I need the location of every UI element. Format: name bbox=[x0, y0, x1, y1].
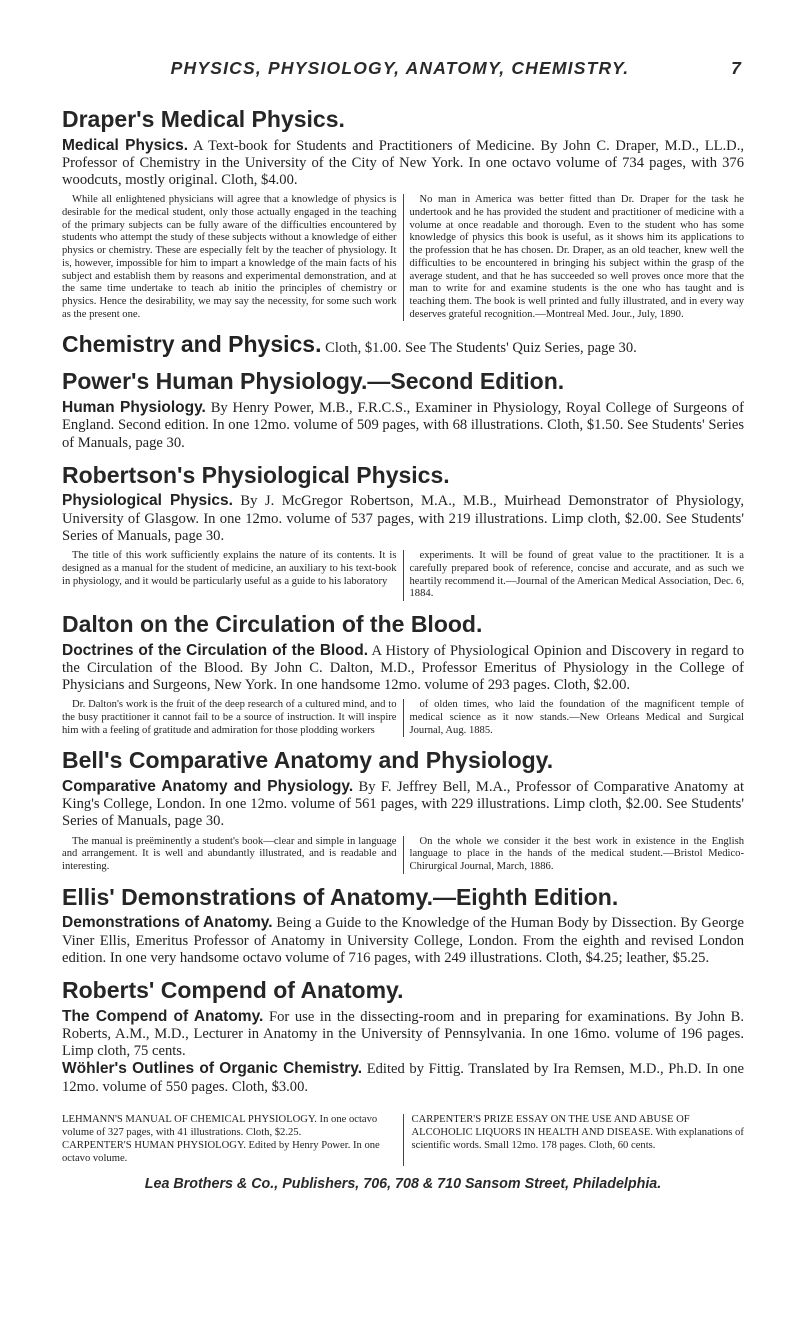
entry-text: Edited by Fittig. Translated by Ira Remsen, M.D., Ph.D. In one 12mo. volume of 550 pages. Cloth, $3.00. bbox=[62, 1061, 744, 1095]
entry-heading: Robertson's Physiological Physics. bbox=[62, 461, 450, 488]
entry-power bbox=[62, 368, 744, 451]
review-columns bbox=[62, 699, 744, 737]
entry-text: By J. McGregor Robertson, M.A., M.B., Muirhead Demonstrator of Physiology, University of Glasgow. In one 12mo. volume of 537 pages, with 219 illustrations. Limp cloth, $2.00. See Students' Series of Manuals, page 30. bbox=[62, 493, 745, 544]
entry-lead: Wöhler's Outlines of Organic Chemistry. bbox=[62, 1060, 363, 1078]
entry-description bbox=[62, 642, 744, 695]
entry-text: By F. Jeffrey Bell, M.A., Professor of Comparative Anatomy at King's College, London. In one 12mo. volume of 561 pages, with 229 illustrations. Limp cloth, $2.00. See Students' Series of Manuals, page 30. bbox=[62, 778, 744, 830]
entry-lead: Medical Physics. bbox=[62, 136, 189, 154]
entry-lead: The Compend of Anatomy. bbox=[62, 1007, 264, 1025]
review-left: Dr. Dalton's work is the fruit of the deep research of a cultured mind, and to the busy practitioner it cannot fail to be a source of instruction. It will inspire him with a feeling of gratitude and admiration for those plodding workers bbox=[62, 699, 397, 736]
review-left: The manual is preëminently a student's book—clear and simple in language and arrangement. It is well and abundantly illustrated, and is readable and interesting. bbox=[62, 835, 397, 873]
entry-heading: Power's Human Physiology.—Second Edition. bbox=[62, 368, 565, 395]
review-right: experiments. It will be found of great value to the practitioner. It is a carefully prepared book of reference, concise and accurate, and as such we heartily recommend it.—Journal of the American Medical Association, Dec. 6, 1884. bbox=[409, 550, 744, 600]
entry-description bbox=[62, 1008, 744, 1061]
entry-dalton bbox=[62, 611, 744, 737]
entry-heading: Dalton on the Circulation of the Blood. bbox=[62, 610, 483, 637]
review-right: On the whole we consider it the best work in existence in the English language to place in the hands of the medical student.—Bristol Medico-Chirurgical Journal, March, 1886. bbox=[409, 835, 744, 873]
entry-heading: Ellis' Demonstrations of Anatomy.—Eighth Edition. bbox=[62, 883, 619, 910]
entry-lead: Doctrines of the Circulation of the Blood. bbox=[62, 641, 369, 659]
review-left: While all enlightened physicians will agree that a knowledge of physics is desirable for the medical student, only those actually engaged in the teaching of the primary subjects can be fully aware of the difficulties encountered by students who attempt the study of these subjects without a knowledge of either physics or chemistry. These are especially felt by the teacher of physiology. It is, however, impossible for him to impart a knowledge of the main facts of his subject and establish them by reasons and experimental demonstration, and at the same time undertake to teach ab initio the principles of chemistry or physics. Hence the desirability, we may say the necessity, for some such work as the present one. bbox=[62, 194, 397, 320]
running-head-title: PHYSICS, PHYSIOLOGY, ANATOMY, CHEMISTRY. bbox=[170, 58, 630, 78]
entry-text: Being a Guide to the Knowledge of the Human Body by Dissection. By George Viner Ellis, Emeritus Professor of Anatomy in University College, London. From the eighth and revised London edition. In one very handsome octavo volume of 716 pages, with 249 illustrations. Cloth, $4.25; leather, $5.25. bbox=[62, 915, 744, 966]
entry-text: A Text-book for Students and Practitioners of Medicine. By John C. Draper, M.D., LL.D., Professor of Chemistry in the University of the City of New York. In one octavo volume of 734 pages, with 376 woodcuts, mostly original. Cloth, $4.00. bbox=[62, 137, 745, 189]
page-number: 7 bbox=[731, 58, 742, 78]
running-head bbox=[0, 58, 800, 79]
entry-text: By Henry Power, M.B., F.R.C.S., Examiner in Physiology, Royal College of Surgeons of England. Second edition. In one 12mo. volume of 509 pages, with 68 illustrations. Cloth, $1.50. See Students' Series of Manuals, page 30. bbox=[62, 400, 744, 451]
entry-heading: Bell's Comparative Anatomy and Physiology. bbox=[62, 747, 554, 774]
entry-roberts bbox=[62, 977, 744, 1096]
entry-description bbox=[62, 137, 744, 190]
entry-text: Cloth, $1.00. See The Students' Quiz Series, page 30. bbox=[325, 340, 637, 357]
entry-heading: Chemistry and Physics. bbox=[62, 331, 322, 358]
entry-robertson bbox=[62, 462, 744, 601]
entry-lead: Human Physiology. bbox=[62, 399, 206, 417]
page-content bbox=[62, 106, 744, 1192]
review-right: of olden times, who laid the foundation of the magnificent temple of medical science as it now stands.—New Orleans Medical and Surgical Journal, Aug. 1885. bbox=[409, 699, 744, 736]
additional-titles bbox=[62, 1114, 744, 1166]
entry-bell bbox=[62, 747, 744, 873]
entry-description bbox=[62, 778, 744, 831]
entry-lead: Physiological Physics. bbox=[62, 492, 233, 510]
entry-draper bbox=[62, 106, 744, 321]
publisher-footer: Lea Brothers & Co., Publishers, 706, 708 & 710 Sansom Street, Philadelphia. bbox=[144, 1175, 662, 1192]
entry-chemistry bbox=[62, 331, 744, 358]
entry-wohler bbox=[62, 1060, 744, 1096]
entry-lead: Demonstrations of Anatomy. bbox=[62, 914, 273, 932]
entry-text: A History of Physiological Opinion and Discovery in regard to the Circulation of the Blood. By John C. Dalton, M.D., Professor Emeritus of Physiology in the College of Physicians and Surgeons, New York. In one handsome 12mo. volume of 293 pages. Cloth, $2.00. bbox=[62, 642, 745, 693]
title-lehmann: LEHMANN'S MANUAL OF CHEMICAL PHYSIOLOGY. In one octavo volume of 327 pages, with 41 illustrations. Cloth, $2.25. bbox=[62, 1113, 378, 1138]
title-carpenter-physiology: CARPENTER'S HUMAN PHYSIOLOGY. Edited by Henry Power. In one octavo volume. bbox=[62, 1139, 380, 1164]
review-columns bbox=[62, 550, 744, 601]
entry-heading: Draper's Medical Physics. bbox=[62, 106, 345, 132]
entry-description bbox=[62, 914, 744, 967]
title-carpenter-essay: CARPENTER'S PRIZE ESSAY ON THE USE AND ABUSE OF ALCOHOLIC LIQUORS IN HEALTH AND DISEASE. With explanations of scientific words. Small 12mo. 178 pages. Cloth, 60 cents. bbox=[411, 1113, 744, 1151]
review-columns bbox=[62, 194, 744, 321]
entry-description bbox=[62, 492, 744, 545]
entry-description bbox=[62, 399, 744, 452]
entry-ellis bbox=[62, 884, 744, 967]
entry-lead: Comparative Anatomy and Physiology. bbox=[62, 777, 354, 795]
review-right: No man in America was better fitted than Dr. Draper for the task he undertook and he has provided the student and practitioner of medicine with a volume at once readable and thorough. Even to the student who has some knowledge of physics this book is useful, as it shows him its applications to the profession that he has chosen. Dr. Draper, as an old teacher, knew well the difficulties to be encountered in bringing his subject within the grasp of the average student, and that he has succeeded so well proves once more that the man to write for and examine students is the one who has taught and is teaching them. The book is well printed and fully illustrated, and in every way deserves grateful recognition.—Montreal Med. Jour., July, 1890. bbox=[409, 194, 744, 320]
review-columns bbox=[62, 836, 744, 874]
entry-heading: Roberts' Compend of Anatomy. bbox=[62, 977, 404, 1004]
entry-text: For use in the dissecting-room and in preparing for examinations. By John B. Roberts, A.M., M.D., Lecturer in Anatomy in the University of Pennsylvania. In one 16mo. volume of 196 pages. Limp cloth, 75 cents. bbox=[62, 1008, 744, 1060]
review-left: The title of this work sufficiently explains the nature of its contents. It is designed as a manual for the student of medicine, an auxiliary to his text-book in physiology, and it would be particularly useful as a guide to his laboratory bbox=[62, 550, 397, 587]
